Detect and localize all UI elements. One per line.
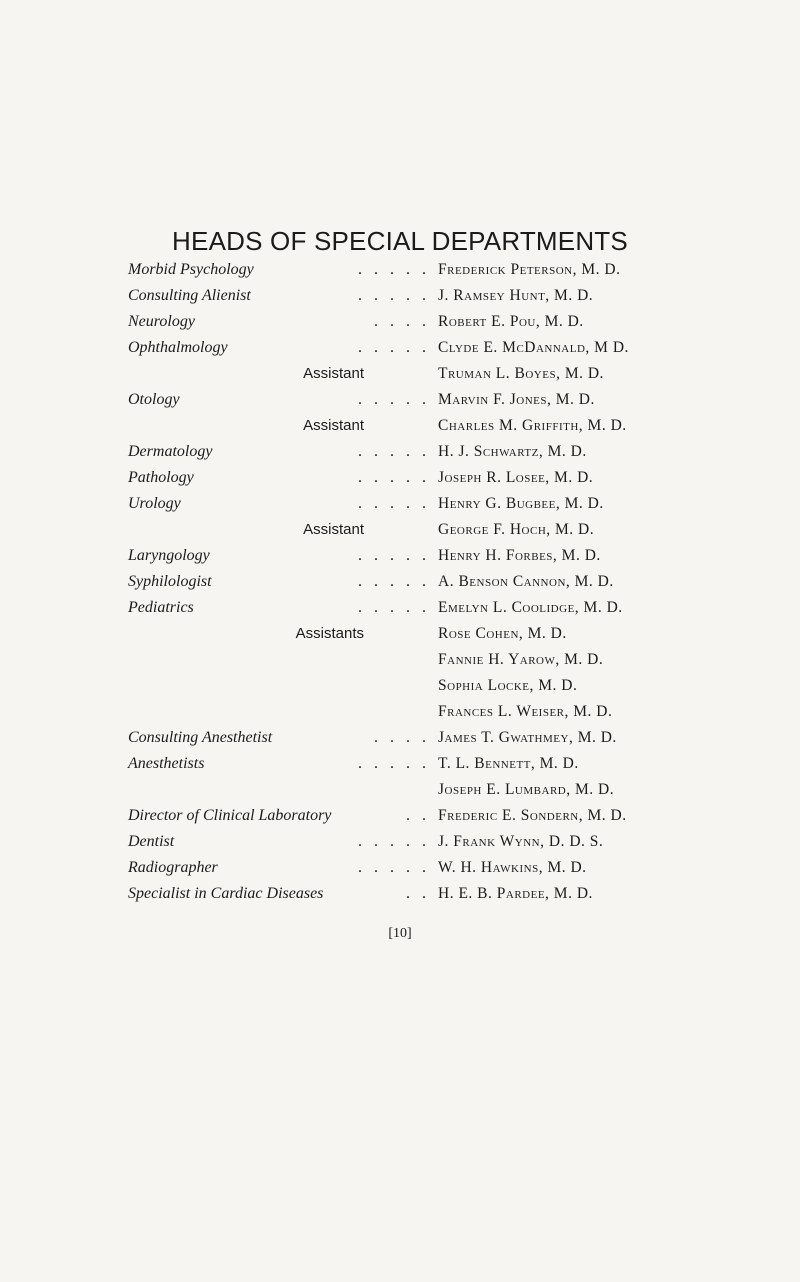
physician-name: T. L. Bennett, M. D. bbox=[438, 755, 579, 772]
department-name: Urology bbox=[128, 495, 181, 512]
leader-dots: . . . . . bbox=[358, 443, 430, 460]
department-name: Morbid Psychology bbox=[128, 261, 254, 278]
list-item bbox=[0, 803, 800, 829]
assistant-label: Assistant bbox=[303, 417, 364, 434]
physician-name: Robert E. Pou, M. D. bbox=[438, 313, 584, 330]
list-item bbox=[0, 881, 800, 907]
leader-dots: . . bbox=[406, 885, 430, 902]
physician-name: Truman L. Boyes, M. D. bbox=[438, 365, 604, 382]
physician-name: Rose Cohen, M. D. bbox=[438, 625, 567, 642]
physician-name: Joseph E. Lumbard, M. D. bbox=[438, 781, 615, 798]
leader-dots: . . . . . bbox=[358, 547, 430, 564]
physician-name: Henry G. Bugbee, M. D. bbox=[438, 495, 604, 512]
leader-dots: . . . . . bbox=[358, 287, 430, 304]
department-name: Laryngology bbox=[128, 547, 210, 564]
list-item bbox=[0, 699, 800, 725]
physician-name: Clyde E. McDannald, M D. bbox=[438, 339, 629, 356]
physician-name: Frederic E. Sondern, M. D. bbox=[438, 807, 627, 824]
department-name: Otology bbox=[128, 391, 180, 408]
list-item bbox=[0, 751, 800, 777]
department-name: Consulting Alienist bbox=[128, 287, 251, 304]
leader-dots: . . . . . bbox=[358, 573, 430, 590]
leader-dots: . . . . . bbox=[358, 495, 430, 512]
leader-dots: . . . . . bbox=[358, 599, 430, 616]
department-name: Dentist bbox=[128, 833, 175, 850]
list-item bbox=[0, 257, 800, 283]
list-item bbox=[0, 361, 800, 387]
list-item bbox=[0, 439, 800, 465]
list-item bbox=[0, 491, 800, 517]
department-name: Consulting Anesthetist bbox=[128, 729, 273, 746]
department-name: Pathology bbox=[128, 469, 194, 486]
department-name: Specialist in Cardiac Diseases bbox=[128, 885, 324, 902]
list-item bbox=[0, 309, 800, 335]
physician-name: Fannie H. Yarow, M. D. bbox=[438, 651, 604, 668]
leader-dots: . . . . . bbox=[358, 391, 430, 408]
physician-name: Frederick Peterson, M. D. bbox=[438, 261, 621, 278]
leader-dots: . . . . . bbox=[358, 261, 430, 278]
physician-name: George F. Hoch, M. D. bbox=[438, 521, 595, 538]
list-item bbox=[0, 465, 800, 491]
leader-dots: . . . . bbox=[374, 729, 430, 746]
physician-name: A. Benson Cannon, M. D. bbox=[438, 573, 614, 590]
physician-name: James T. Gwathmey, M. D. bbox=[438, 729, 617, 746]
physician-name: Sophia Locke, M. D. bbox=[438, 677, 578, 694]
list-item bbox=[0, 829, 800, 855]
leader-dots: . . . . . bbox=[358, 755, 430, 772]
physician-name: Marvin F. Jones, M. D. bbox=[438, 391, 595, 408]
physician-name: Frances L. Weiser, M. D. bbox=[438, 703, 613, 720]
department-name: Director of Clinical Laboratory bbox=[128, 807, 332, 824]
list-item bbox=[0, 647, 800, 673]
list-item bbox=[0, 335, 800, 361]
assistant-label: Assistant bbox=[303, 365, 364, 382]
physician-name: W. H. Hawkins, M. D. bbox=[438, 859, 587, 876]
list-item bbox=[0, 777, 800, 803]
page-number: [10] bbox=[388, 926, 412, 941]
list-item bbox=[0, 673, 800, 699]
physician-name: Emelyn L. Coolidge, M. D. bbox=[438, 599, 623, 616]
list-item bbox=[0, 387, 800, 413]
list-item bbox=[0, 595, 800, 621]
leader-dots: . . . . bbox=[374, 313, 430, 330]
department-name: Dermatology bbox=[128, 443, 213, 460]
physician-name: J. Ramsey Hunt, M. D. bbox=[438, 287, 594, 304]
list-item bbox=[0, 543, 800, 569]
list-item bbox=[0, 517, 800, 543]
assistant-label: Assistants bbox=[295, 625, 364, 642]
department-name: Pediatrics bbox=[128, 599, 194, 616]
list-item bbox=[0, 413, 800, 439]
leader-dots: . . bbox=[406, 807, 430, 824]
department-name: Radiographer bbox=[128, 859, 218, 876]
list-item bbox=[0, 725, 800, 751]
physician-name: J. Frank Wynn, D. D. S. bbox=[438, 833, 604, 850]
physician-name: Joseph R. Losee, M. D. bbox=[438, 469, 594, 486]
department-list bbox=[0, 257, 800, 907]
department-name: Neurology bbox=[128, 313, 195, 330]
department-name: Syphilologist bbox=[128, 573, 212, 590]
leader-dots: . . . . . bbox=[358, 833, 430, 850]
leader-dots: . . . . . bbox=[358, 859, 430, 876]
physician-name: H. E. B. Pardee, M. D. bbox=[438, 885, 593, 902]
leader-dots: . . . . . bbox=[358, 469, 430, 486]
leader-dots: . . . . . bbox=[358, 339, 430, 356]
list-item bbox=[0, 569, 800, 595]
list-item bbox=[0, 621, 800, 647]
physician-name: Henry H. Forbes, M. D. bbox=[438, 547, 601, 564]
physician-name: H. J. Schwartz, M. D. bbox=[438, 443, 587, 460]
department-name: Anesthetists bbox=[128, 755, 205, 772]
page-title: HEADS OF SPECIAL DEPARTMENTS bbox=[172, 226, 628, 256]
physician-name: Charles M. Griffith, M. D. bbox=[438, 417, 627, 434]
list-item bbox=[0, 283, 800, 309]
list-item bbox=[0, 855, 800, 881]
assistant-label: Assistant bbox=[303, 521, 364, 538]
department-name: Ophthalmology bbox=[128, 339, 228, 356]
